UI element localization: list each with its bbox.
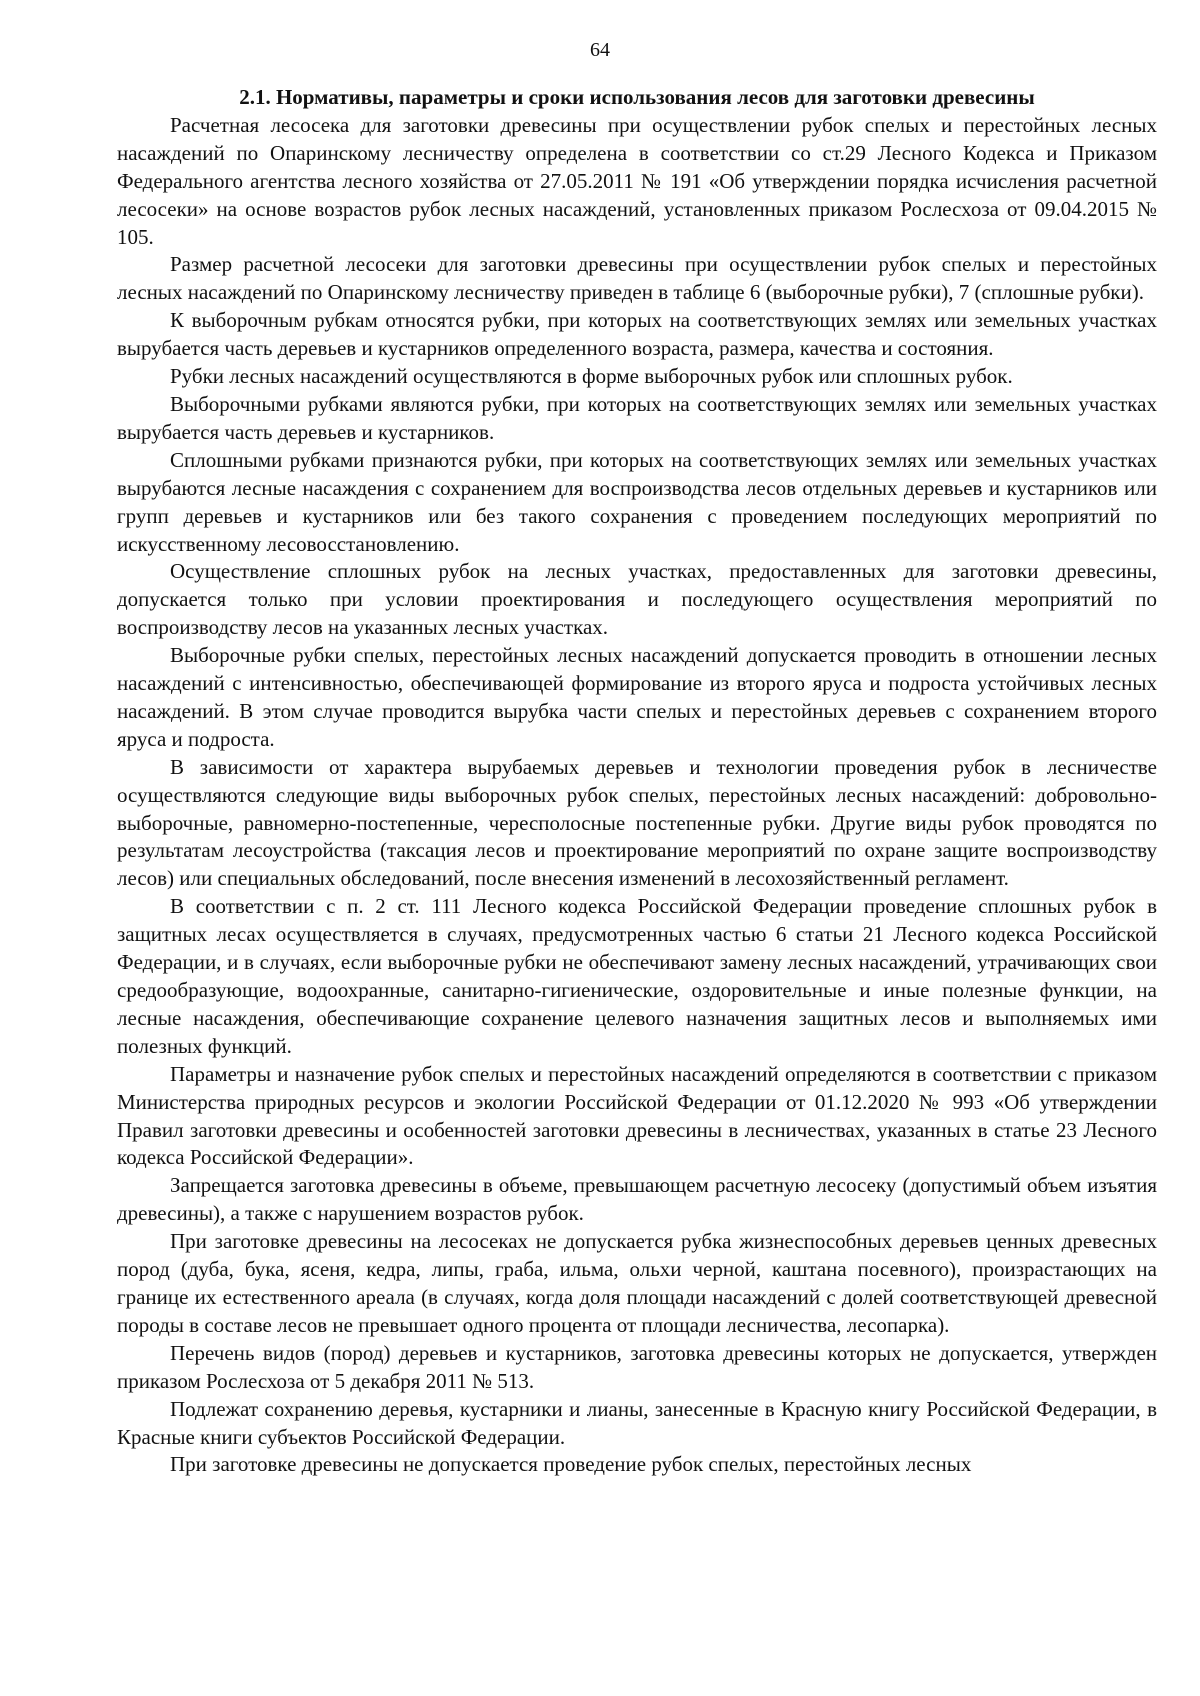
paragraph: Размер расчетной лесосеки для заготовки древесины при осуществлении рубок спелых и перестойных лесных насаждений по Опаринскому лесничеству приведен в таблице 6 (выборочные рубки), 7 (сплошные рубки). [117,252,1157,305]
paragraph: В соответствии с п. 2 ст. 111 Лесного кодекса Российской Федерации проведение сплошных рубок в защитных лесах осуществляется в случаях, предусмотренных частью 6 статьи 21 Лесного кодекса Российской Федерации, и в случаях, если выборочные рубки не обеспечивают замену лесных насаждений, утрачивающих свои средообразующие, водоохранные, санитарно-гигиенические, оздоровительные и иные полезные функции, на лесные насаждения, обеспечивающие сохранение целевого назначения защитных лесов и выполняемых ими полезных функций. [117,894,1157,1058]
paragraph: Подлежат сохранению деревья, кустарники и лианы, занесенные в Красную книгу Российской Федерации, в Красные книги субъектов Российской Федерации. [117,1396,1157,1449]
document-body [117,84,1157,1479]
paragraph: При заготовке древесины на лесосеках не допускается рубка жизнеспособных деревьев ценных древесных пород (дуба, бука, ясеня, кедра, липы, граба, ильма, ольхи черной, каштана посевного), произрастающих на границе их естественного ареала (в случаях, когда доля площади насаждений с долей соответствующей древесной породы в составе лесов не превышает одного процента от площади лесничества, лесопарка). [117,1229,1157,1337]
paragraph: В зависимости от характера вырубаемых деревьев и технологии проведения рубок в лесничестве осуществляются следующие виды выборочных рубок спелых, перестойных лесных насаждений: добровольно-выборочные, равномерно-постепенные, чересполосные постепенные рубки. Другие виды рубок проводятся по результатам лесоустройства (таксация лесов и проектирование мероприятий по охране защите воспроизводству лесов) или специальных обследований, после внесения изменений в лесохозяйственный регламент. [117,754,1157,891]
section-heading: 2.1. Нормативы, параметры и сроки использования лесов для заготовки древесины [239,85,1035,109]
paragraph: Выборочными рубками являются рубки, при которых на соответствующих землях или земельных участках вырубается часть деревьев и кустарников. [117,391,1157,444]
paragraph: Расчетная лесосека для заготовки древесины при осуществлении рубок спелых и перестойных лесных насаждений по Опаринскому лесничеству определена в соответствии со ст.29 Лесного Кодекса и Приказом Федерального агентства лесного хозяйства от 27.05.2011 № 191 «Об утверждении порядка исчисления расчетной лесосеки» на основе возрастов рубок лесных насаждений, установленных приказом Рослесхоза от 09.04.2015 № 105. [117,112,1157,249]
paragraph: Перечень видов (пород) деревьев и кустарников, заготовка древесины которых не допускается, утвержден приказом Рослесхоза от 5 декабря 2011 № 513. [117,1340,1157,1393]
paragraph: При заготовке древесины не допускается проведение рубок спелых, перестойных лесных [170,1452,972,1477]
paragraph: К выборочным рубкам относятся рубки, при которых на соответствующих землях или земельных участках вырубается часть деревьев и кустарников определенного возраста, размера, качества и состояния. [117,308,1157,361]
paragraph: Рубки лесных насаждений осуществляются в форме выборочных рубок или сплошных рубок. [170,364,1013,389]
paragraph: Выборочные рубки спелых, перестойных лесных насаждений допускается проводить в отношении лесных насаждений с интенсивностью, обеспечивающей формирование из второго яруса и подроста устойчивых лесных насаждений. В этом случае проводится вырубка части спелых и перестойных деревьев с сохранением второго яруса и подроста. [117,643,1157,751]
paragraph: Сплошными рубками признаются рубки, при которых на соответствующих землях или земельных участках вырубаются лесные насаждения с сохранением для воспроизводства лесов отдельных деревьев и кустарников или групп деревьев и кустарников или без такого сохранения с проведением последующих мероприятий по искусственному лесовосстановлению. [117,447,1157,556]
paragraph: Параметры и назначение рубок спелых и перестойных насаждений определяются в соответствии с приказом Министерства природных ресурсов и экологии Российской Федерации от 01.12.2020 № 993 «Об утверждении Правил заготовки древесины и особенностей заготовки древесины в лесничествах, указанных в статье 23 Лесного кодекса Российской Федерации». [117,1061,1157,1170]
paragraph: Запрещается заготовка древесины в объеме, превышающем расчетную лесосеку (допустимый объем изъятия древесины), а также с нарушением возрастов рубок. [117,1173,1157,1226]
page-number: 64 [590,39,610,61]
paragraph: Осуществление сплошных рубок на лесных участках, предоставленных для заготовки древесины, допускается только при условии проектирования и последующего осуществления мероприятий по воспроизводству лесов на указанных лесных участках. [117,559,1157,640]
